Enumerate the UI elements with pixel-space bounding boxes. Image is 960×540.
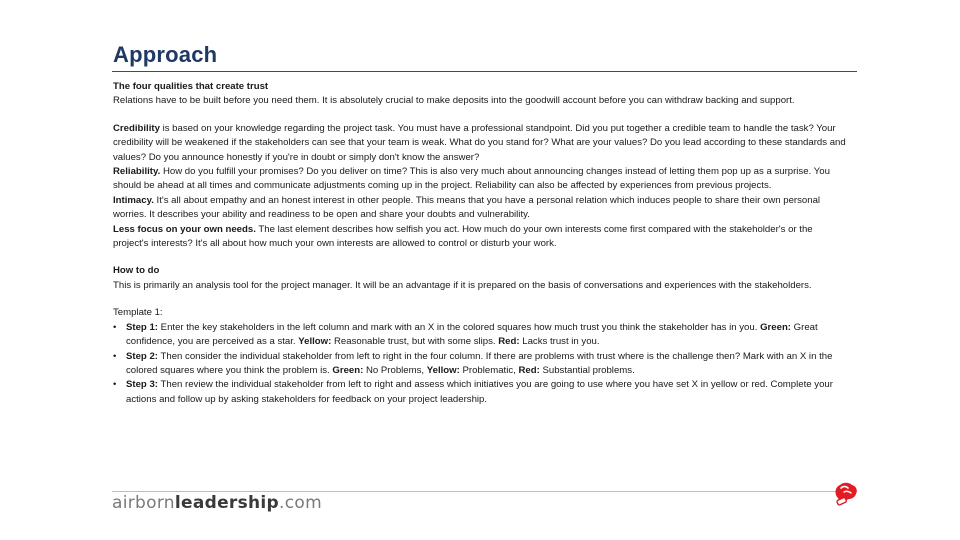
spacer xyxy=(113,293,848,306)
spacer xyxy=(113,251,848,264)
list-item: • Step 3: Then review the individual stakeholder from left to right and assess which initiatives you are going to use where you have set X in yellow or red. Complete your actions and follow up by asking stakeholders for feedback on your project leadership. xyxy=(113,378,848,407)
quality-reliability xyxy=(113,165,848,194)
spacer xyxy=(113,109,848,122)
page-title: Approach xyxy=(113,42,218,67)
intro-paragraph: Relations have to be built before you need them. It is absolutely crucial to make deposits into the goodwill account before you can withdraw backing and support. xyxy=(113,95,795,107)
quality-term: Intimacy. xyxy=(113,194,154,206)
quality-intimacy xyxy=(113,194,848,223)
steps-list xyxy=(113,321,848,407)
section-heading-template: Template 1: xyxy=(113,307,163,319)
quality-credibility xyxy=(113,122,848,165)
list-item: • Step 1: Enter the key stakeholders in the left column and mark with an X in the colored squares how much trust you think the stakeholder has in you. Green: Great confidence, you are perceived as a star. Yellow: Reasonable trust, but with some slips. Red: Lacks trust in you. xyxy=(113,321,848,350)
quality-text: How do you fulfill your promises? Do you deliver on time? This is also very much about announcing changes instead of letting them pop up as a surprise. You should be ahead at all times and communicate adjustments coming up in the project. Reliability can also be affected by experiences from previous projects. xyxy=(113,166,830,192)
quality-term: Less focus on your own needs. xyxy=(113,223,256,235)
quality-text: is based on your knowledge regarding the project task. You must have a professional standpoint. Did you put together a credible team to handle the task? Your credibility will be weakened if the stakeholders can see that your team is weak. What do you stand for? What are your values? Do you lead according to these standards and values? Do you announce honestly if you're in doubt or simply don't know the answer? xyxy=(113,122,846,163)
quality-self-orientation xyxy=(113,223,848,252)
title-divider xyxy=(112,71,857,72)
content-body xyxy=(113,80,848,407)
brand-logo[interactable]: airbornleadership.com xyxy=(112,493,322,513)
quality-text: The last element describes how selfish you act. How much do your own interests come first compared with the stakeholder's or the project's interests? It's all about how much your own interests are allowed to control or disturb your work. xyxy=(113,223,813,250)
section-heading-qualities: The four qualities that create trust xyxy=(113,81,269,92)
how-to-paragraph: This is primarily an analysis tool for the project manager. It will be an advantage if it is prepared on the basis of conversations and experiences with the stakeholders. xyxy=(113,279,812,291)
footer-divider xyxy=(112,491,857,492)
quality-term: Credibility xyxy=(113,122,160,134)
list-item: • Step 2: Then consider the individual stakeholder from left to right in the four column. If there are problems with trust where is the challenge then? Mark with an X in the colored squares where you think the problem is. Green: No Problems, Yellow: Problematic, Red: Substantial problems. xyxy=(113,350,848,379)
quality-text: It's all about empathy and an honest interest in other people. This means that you have a personal relation which induces people to share their own personal worries. It describes your ability and readiness to be open and share your doubts and vulnerability. xyxy=(113,194,821,221)
quality-term: Reliability. xyxy=(113,166,161,178)
boxing-glove-icon xyxy=(832,480,860,506)
section-heading-how-to: How to do xyxy=(113,265,160,277)
